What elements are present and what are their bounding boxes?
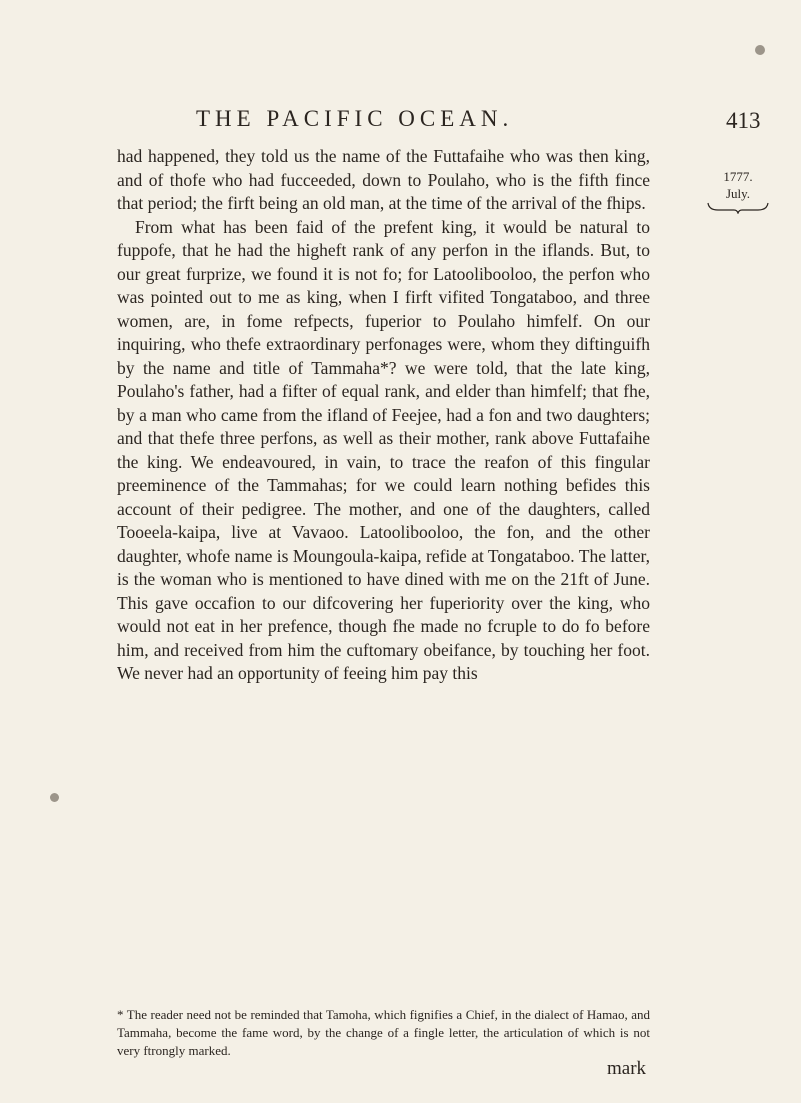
page-blemish	[755, 45, 765, 55]
running-title: THE PACIFIC OCEAN.	[196, 106, 514, 131]
margin-year: 1777.	[723, 169, 753, 184]
footnote: * The reader need not be reminded that Tamoha, which fignifies a Chief, in the dialect of Hamao, and Tammaha, become the fame word, by the change of a fingle letter, the articulation of which is not very ftrongly marked.	[117, 1007, 650, 1058]
paragraph: From what has been faid of the prefent king, it would be natural to fuppofe, that he had the higheft rank of any perfon in the iflands. But, to our great furprize, we found it is not fo; for Latoolibooloo, the perfon who was pointed out to me as king, when I firft vifited Tongataboo, and three women, are, in fome refpects, fuperior to Poulaho himfelf. On our inquiring, who thefe extraordinary perfonages were, whom they diftinguifh by the name and title of Tammaha*? we were told, that the late king, Poulaho's father, had a fifter of equal rank, and elder than himfelf; that fhe, by a man who came from the ifland of Feejee, had a fon and two daughters; and that thefe three perfons, as well as their mother, rank above Futtafaihe the king. We endeavoured, in vain, to trace the reafon of this fingular preeminence of the Tammahas; for we could learn nothing befides this account of their pedigree. The mother, and one of the daughters, called Tooeela-kaipa, live at Vavaoo. Latoolibooloo, the fon, and the other daughter, whofe name is Moungoula-kaipa, refide at Tongataboo. The latter, is the woman who is mentioned to have dined with me on the 21ft of June. This gave occafion to our difcovering her fuperiority over the king, who would not eat in her prefence, though fhe made no fcruple to do fo before him, and received from him the cuftomary obeifance, by touching her foot. We never had an opportunity of feeing him pay this	[117, 216, 650, 683]
page-number: 413	[726, 108, 761, 133]
margin-month: July.	[725, 186, 751, 201]
body-text	[117, 145, 650, 686]
margin-date-note	[706, 168, 770, 214]
catchword: mark	[607, 1058, 647, 1079]
paragraph: had happened, they told us the name of the Futtafaihe who was then king, and of thofe who had fucceeded, down to Poulaho, who is the fifth fince that period; the firft being an old man, at the time of the arrival of the fhips.	[117, 146, 650, 213]
page-blemish	[50, 793, 59, 802]
brace-icon	[706, 202, 770, 214]
